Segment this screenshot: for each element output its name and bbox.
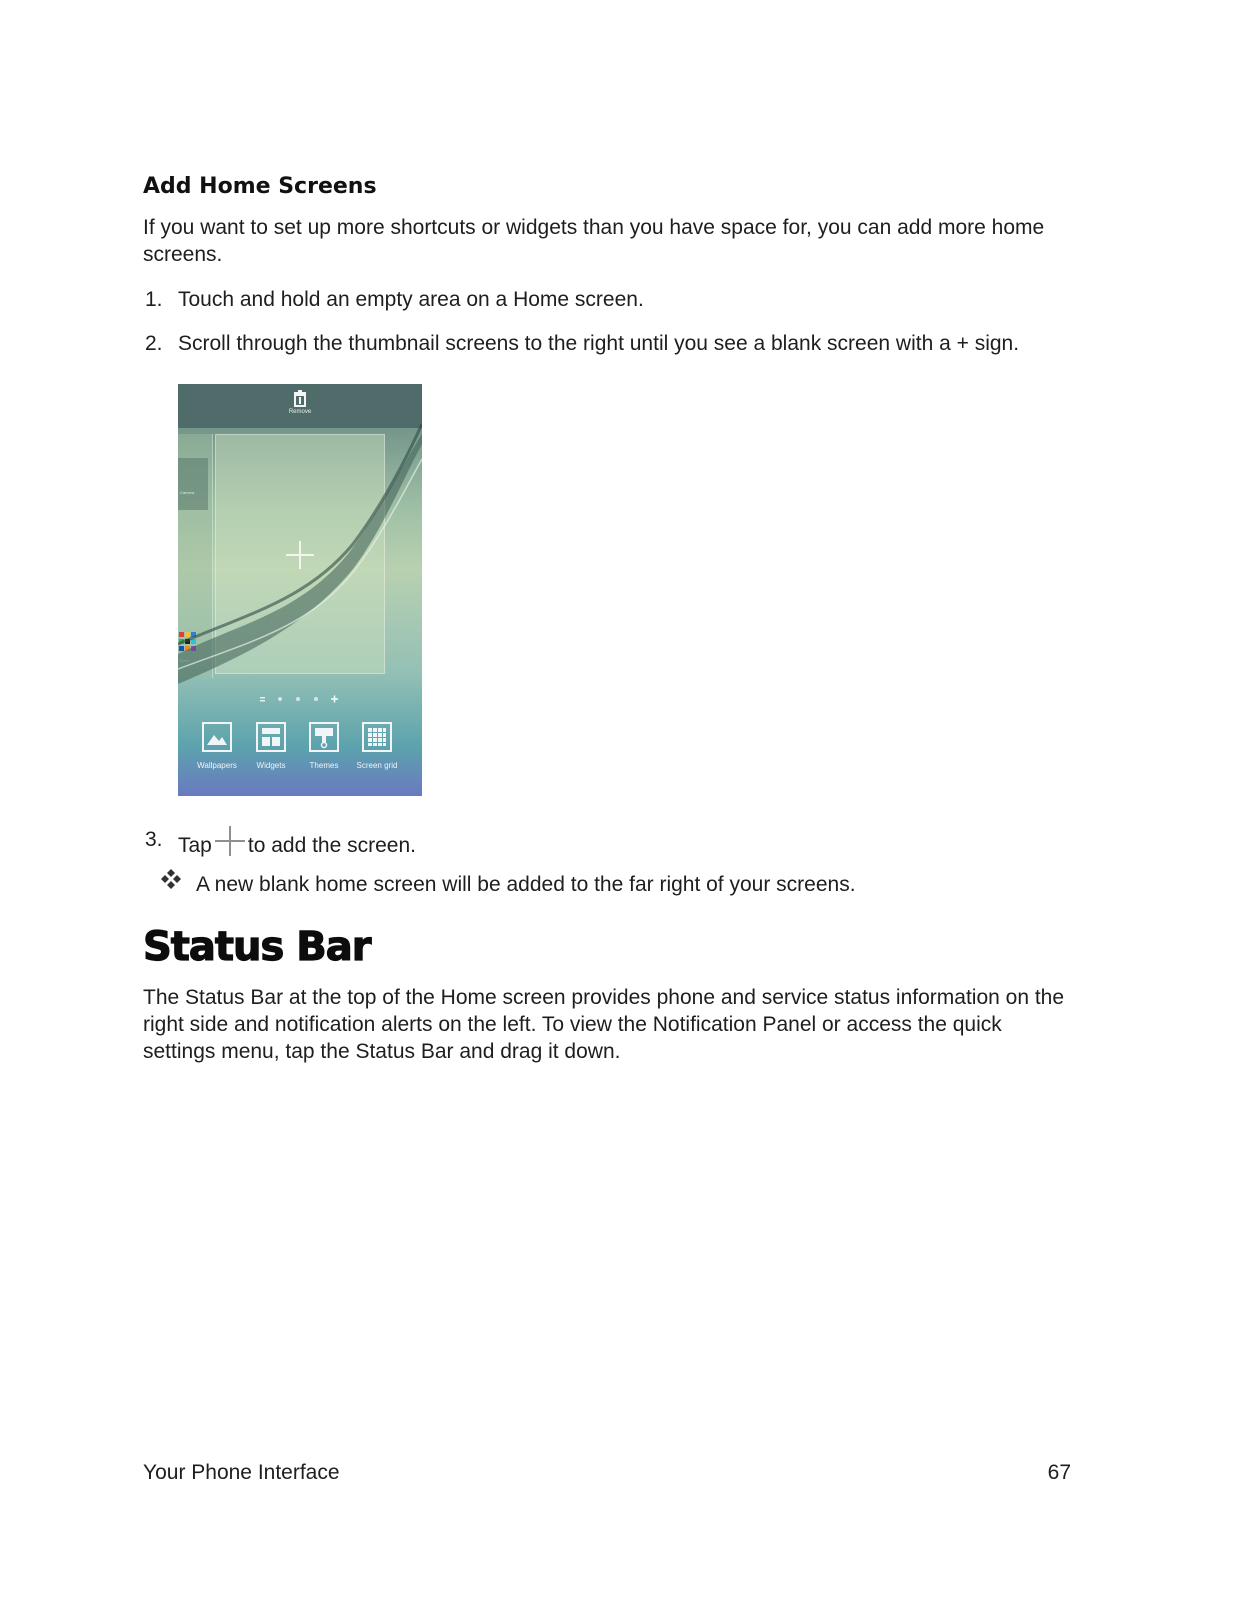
- add-screen-plus-icon[interactable]: [286, 541, 314, 569]
- step-text: Touch and hold an empty area on a Home screen.: [178, 288, 644, 311]
- step-text-before: Tap: [178, 834, 212, 857]
- step-number: 3.: [145, 828, 163, 851]
- remove-label: Remove: [288, 409, 312, 415]
- camera-widget-label: Camera: [180, 490, 195, 495]
- tool-label: Screen grid: [356, 761, 398, 770]
- widgets-icon[interactable]: [256, 722, 286, 752]
- page-indicator-icon: [260, 695, 340, 703]
- intro-paragraph: If you want to set up more shortcuts or widgets than you have space for, you can add more home screens.: [143, 216, 1045, 266]
- plus-icon: [214, 826, 246, 856]
- home-screen-edit-screenshot: [178, 384, 422, 796]
- status-bar-paragraph: The Status Bar at the top of the Home screen provides phone and service status information on the right side and notification alerts on the left. To view the Notification Panel or access the quick settings menu, tap the Status Bar and drag it down.: [143, 986, 1065, 1063]
- step-text-after: to add the screen.: [247, 834, 416, 857]
- diamond-bullet-icon: [160, 868, 182, 890]
- footer-chapter: Your Phone Interface: [143, 1461, 340, 1484]
- step-text: Scroll through the thumbnail screens to the right until you see a blank screen with a + sign.: [178, 332, 1020, 355]
- screen-grid-icon[interactable]: [362, 722, 392, 752]
- result-bullet: A new blank home screen will be added to the far right of your screens.: [196, 873, 856, 896]
- tool-label: Themes: [309, 761, 339, 770]
- tool-label: Widgets: [256, 761, 286, 770]
- themes-icon[interactable]: [309, 722, 339, 752]
- step-number: 1.: [145, 288, 163, 311]
- section-heading: Add Home Screens: [143, 174, 377, 199]
- wallpapers-icon[interactable]: [202, 722, 232, 752]
- step-text: [178, 826, 416, 859]
- tool-label: Wallpapers: [197, 761, 237, 770]
- status-bar-heading: Status Bar: [143, 924, 371, 970]
- page-number: 67: [1047, 1461, 1071, 1484]
- step-number: 2.: [145, 332, 163, 355]
